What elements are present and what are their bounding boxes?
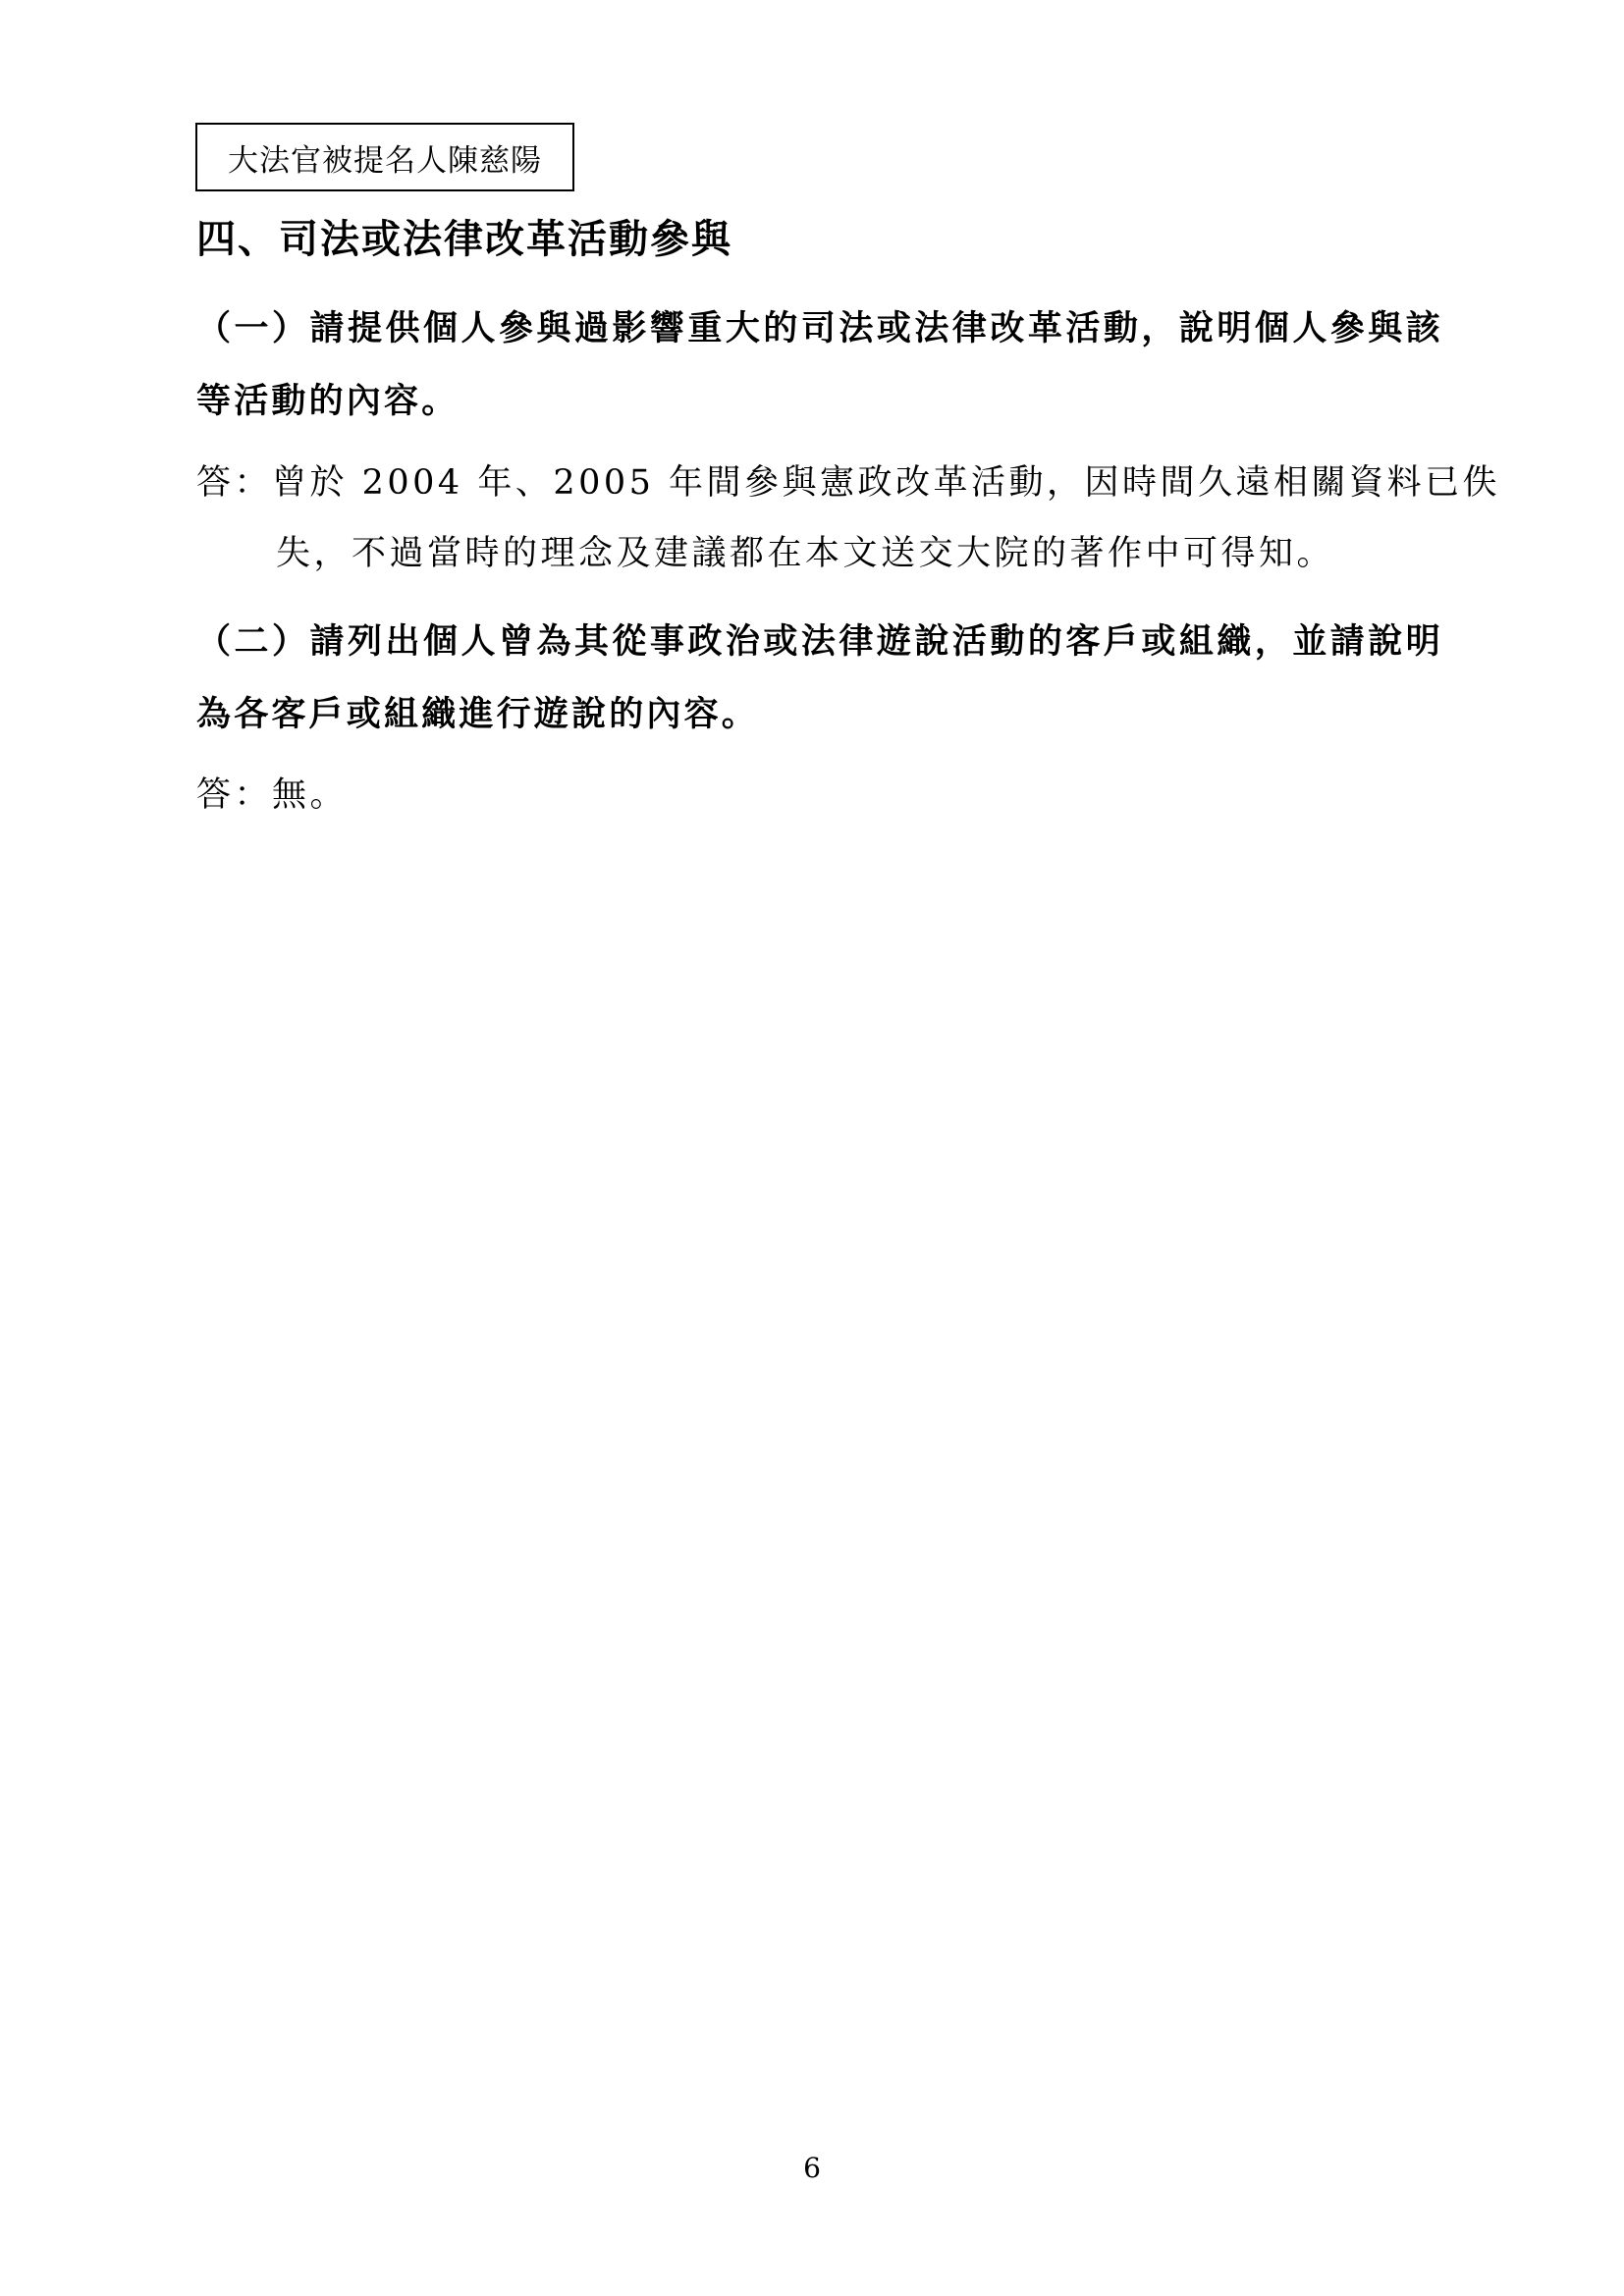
answer-1-line-2: 失，不過當時的理念及建議都在本文送交大院的著作中可得知。 [276,534,1335,573]
answer-2 [196,760,348,830]
question-2: （二）請列出個人曾為其從事政治或法律遊說活動的客戶或組織，並請說明為各客戶或組織進行遊說的內容。 [196,621,1443,734]
answer-1 [196,448,1500,589]
answer-2-line-1: 答：無。 [196,775,349,815]
question-1: （一）請提供個人參與過影響重大的司法或法律改革活動，說明個人參與該等活動的內容。 [196,308,1443,421]
nominee-name-box: 大法官被提名人陳慈陽 [195,123,574,191]
page-number: 6 [803,2152,821,2184]
answer-1-line-1: 答：曾於 2004 年、2005 年間參與憲政改革活動，因時間久遠相關資料已佚 [196,463,1501,503]
section-heading: 四、司法或法律改革活動參與 [196,216,732,262]
